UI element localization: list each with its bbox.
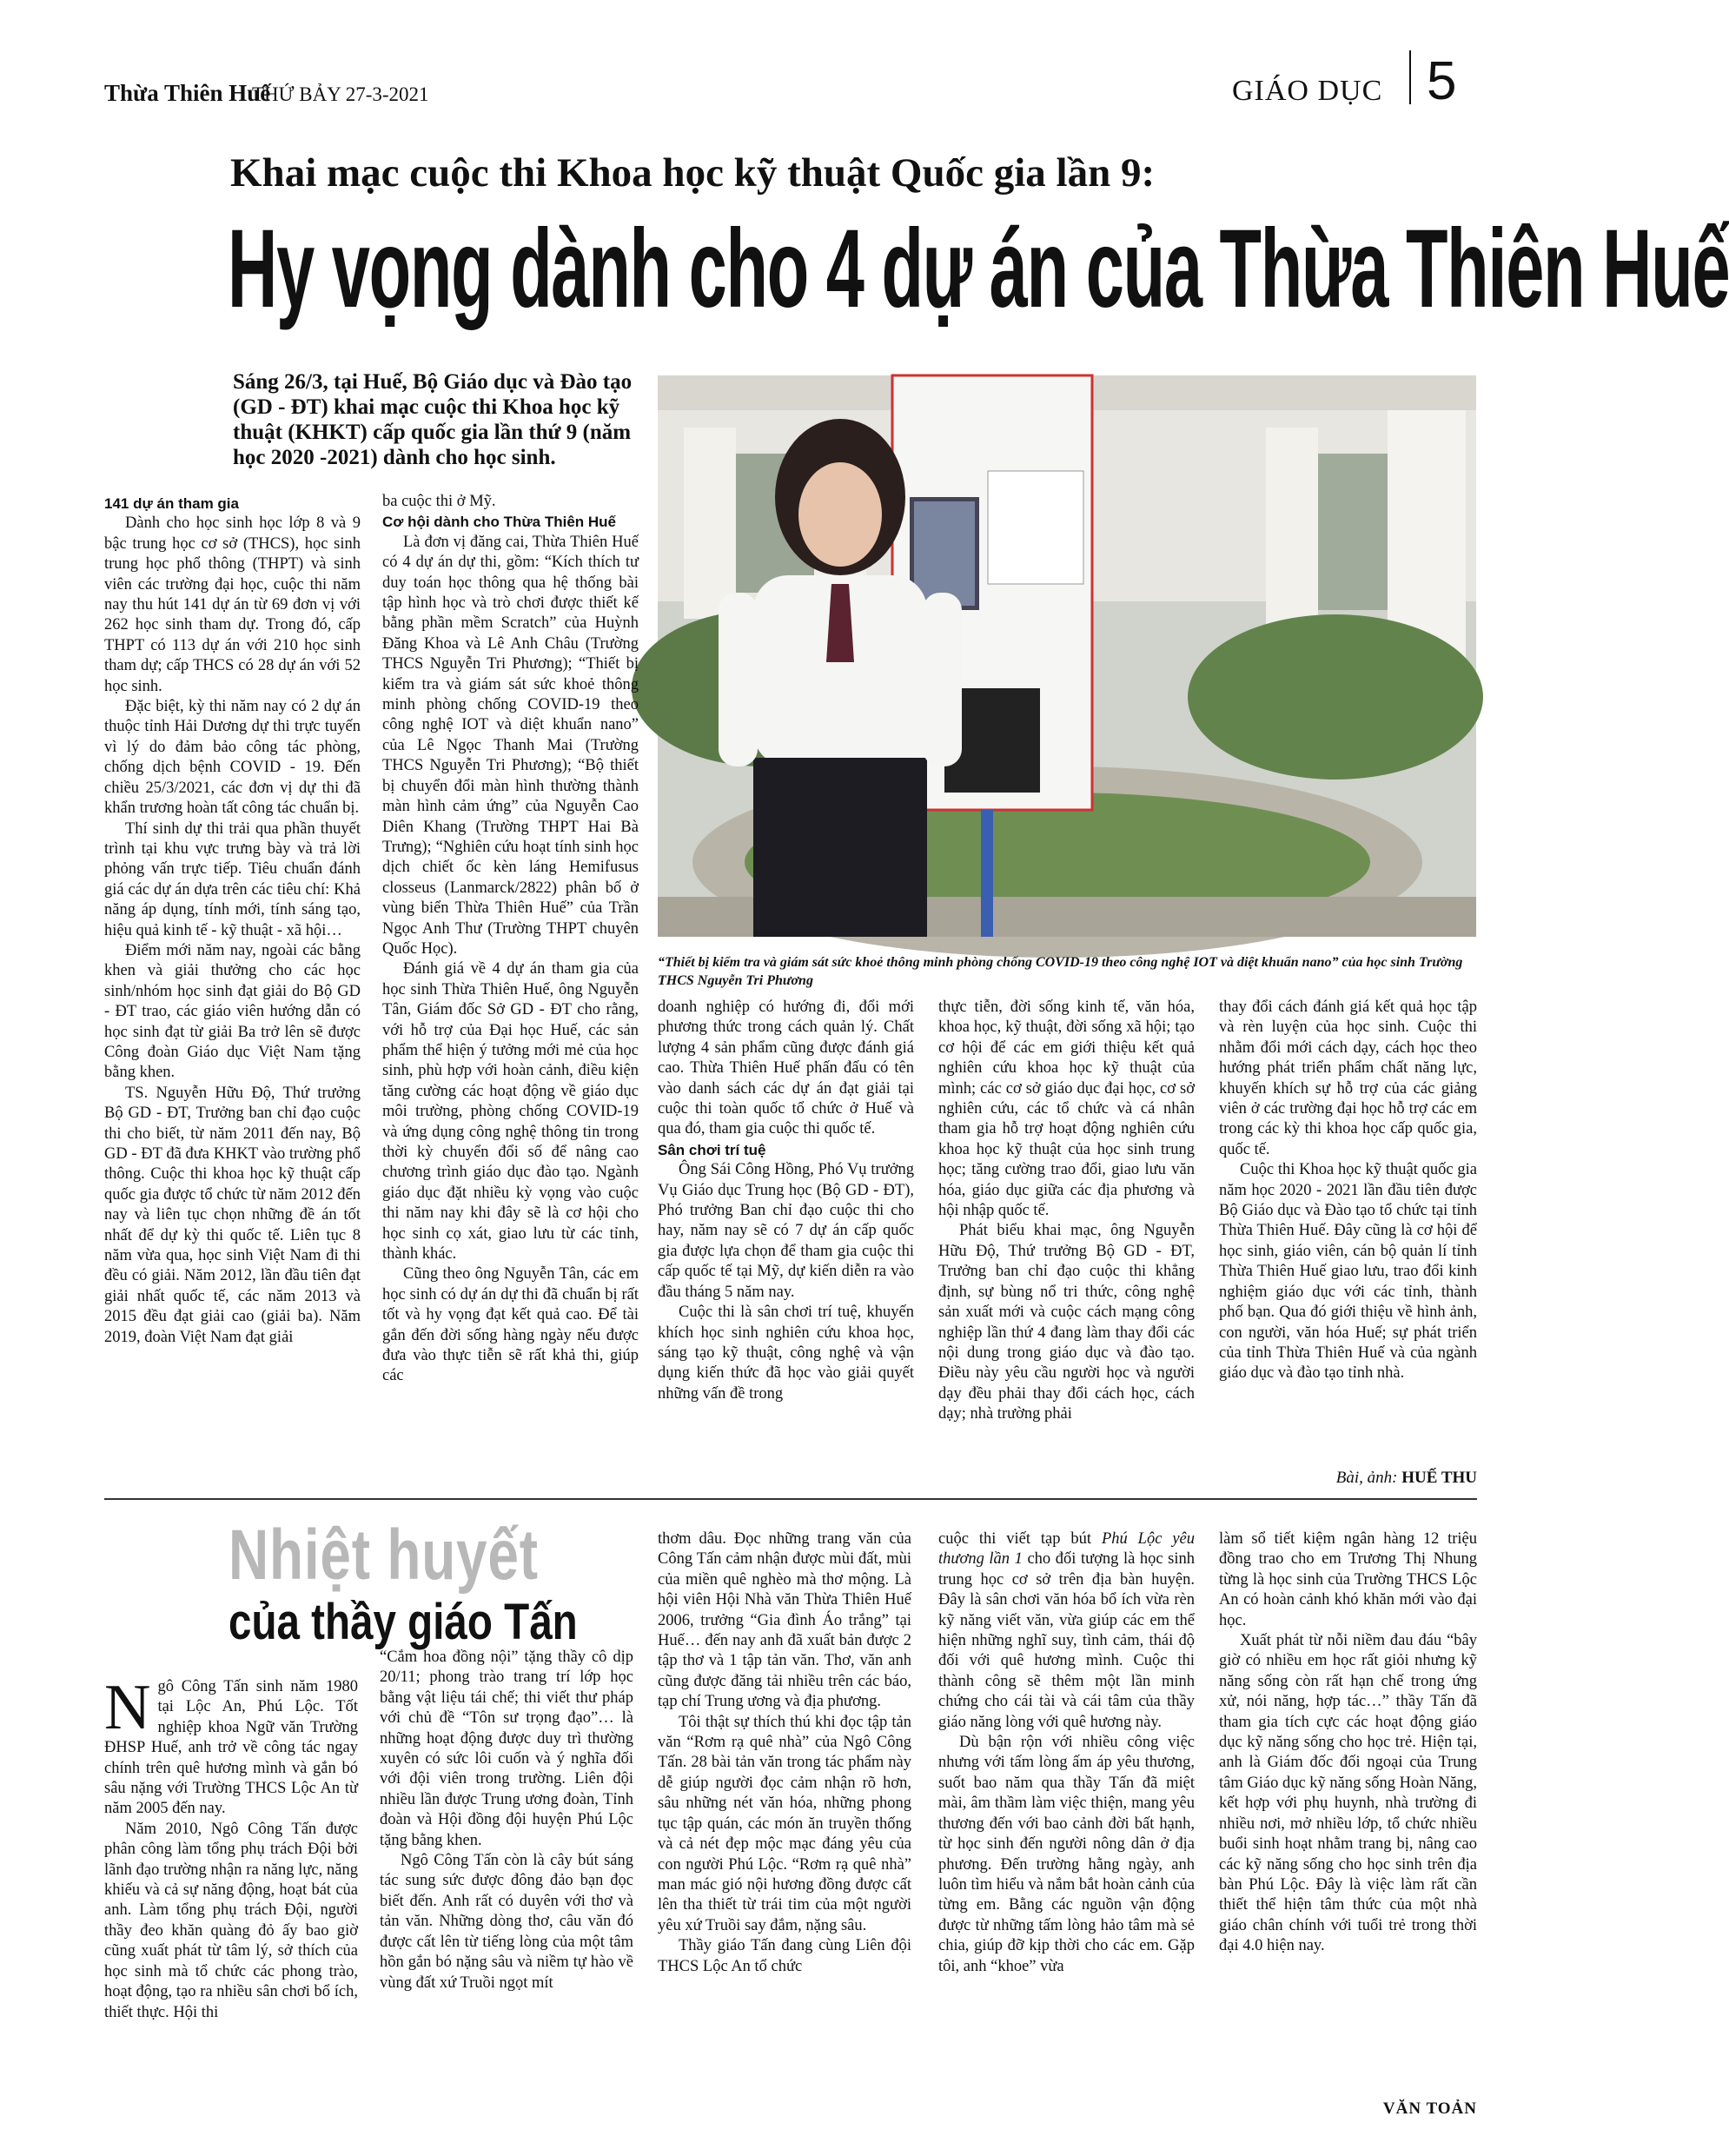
paragraph: Cuộc thi Khoa học kỹ thuật quốc gia năm học 2020 - 2021 lần đầu tiên được Bộ Giáo dục và Đào tạo tổ chức tại tỉnh Thừa Thiên Huế. Đây cũng là cơ hội để học sinh, giáo viên, cán bộ quản lí tỉnh Thừa Thiên Huế giao lưu, trao đổi kinh nghiệm giáo dục với các tỉnh, thành phố bạn. Qua đó giới thiệu về hình ảnh, con người, văn hóa Huế; sự phát triển của tỉnh Thừa Thiên Huế và của ngành giáo dục và đào tạo tỉnh nhà. [1219,1161,1477,1383]
dropcap: N [104,1672,151,1743]
article1-photo-caption: “Thiết bị kiểm tra và giám sát sức khoẻ thông minh phòng chống COVID-19 theo công nghệ IOT và diệt khuẩn nano” của học sinh Trường THCS Nguyễn Tri Phương [658,955,1463,988]
paragraph-continued: thực tiễn, đời sống kinh tế, văn hóa, khoa học, kỹ thuật, đời sống xã hội; tạo cơ hội để các em giới thiệu kết quả nghiên cứu khoa học kỹ thuật của mình; các cơ sở giáo dục đại học, cơ sở nghiên cứu, các tổ chức và cá nhân tham gia hỗ trợ hoạt động nghiên cứu khoa học kỹ thuật của học sinh trung học; tăng cường trao đổi, giao lưu văn hóa, giáo dục giữa các địa phương và hội nhập quốc tế. [938,998,1195,1220]
article2-column-2 [380,1648,633,1993]
article1-photo [658,375,1476,937]
paragraph: Thí sinh dự thi trải qua phần thuyết trình tại khu vực trưng bày và trả lời phỏng vấn trực tiếp. Tiêu chuẩn đánh giá các dự án dựa trên các tiêu chí: Khả năng áp dụng, tính mới, tính sáng tạo, hiệu quả kinh tế - kỹ thuật - xã hội… [104,819,361,939]
paragraph: Cũng theo ông Nguyễn Tân, các em học sinh có dự án dự thi đã chuẩn bị rất tốt và hy vọng đạt kết quả cao. Để tài gắn đến đời sống hàng ngày nếu được đưa vào thực tiễn sẽ rất khả thi, giúp các [382,1265,639,1385]
article1-headline: Hy vọng dành cho 4 dự án của Thừa Thiên Huế [228,207,1729,331]
masthead-date: THỨ BẢY 27-3-2021 [252,83,429,105]
article2-author: VĂN TOẢN [1382,2100,1477,2118]
article1-byline: Bài, ảnh: HUẾ THU [1335,1469,1477,1487]
paragraph-continued: thơm dâu. Đọc những trang văn của Công Tấn cảm nhận được mùi đất, mùi của miền quê nghèo mà thơ mộng. Là hội viên Hội Nhà văn Thừa Thiên Huế 2006, trưởng “Gia đình Áo trắng” tại Huế… đến nay anh đã xuất bản được 2 tập thơ và 1 tập tản văn. Thơ, văn anh cũng được đăng tải nhiều trên các báo, tạp chí Trung ương và địa phương. [658,1530,911,1711]
article1-column-5 [1219,998,1477,1384]
article1-column-1 [104,494,361,1348]
paragraph: TS. Nguyễn Hữu Độ, Thứ trưởng Bộ GD - ĐT, Trưởng ban chỉ đạo cuộc thi cho biết, từ năm 2011 đến nay, Bộ GD - ĐT đã đưa KHKT vào trường phổ thông. Cuộc thi khoa học kỹ thuật cấp quốc gia được tổ chức từ năm 2012 đến nay và liên tục chọn những đề án tốt nhất để dự kỳ thi quốc tế. Liên tục 8 năm vừa qua, học sinh Việt Nam đi thi đều có giải. Năm 2012, lần đầu tiên đạt giải nhất quốc tế, các năm 2013 và 2015 đều đạt giải cao (giải ba). Năm 2019, đoàn Việt Nam đạt giải [104,1084,361,1346]
paragraph: Là đơn vị đăng cai, Thừa Thiên Huế có 4 dự án dự thi, gồm: “Kích thích tư duy toán học thông qua hệ thống bài tập hình học và trò chơi được thiết kế bằng phần mềm Scratch” của Huỳnh Đăng Khoa và Lê Anh Châu (Trường THCS Nguyễn Tri Phương); “Thiết bị kiểm tra và giám sát sức khoẻ thông minh phòng chống COVID-19 theo công nghệ IOT và diệt khuẩn nano” của Lê Ngọc Thanh Mai (Trường THCS Nguyễn Tri Phương); “Bộ thiết bị chuyển đổi màn hình thường thành màn hình cảm ứng” của Nguyễn Cao Diên Khang (Trường THPT Hai Bà Trưng); “Nghiên cứu hoạt tính sinh học dịch chiết ốc kèn láng Hemifusus closseus (Lanmarck/2822) phân bố ở vùng biển Thừa Thiên Huế” của Trần Ngọc Anh Thư (Trường THPT chuyên Quốc Học). [382,533,639,958]
subheading: Sân chơi trí tuệ [658,1141,766,1158]
paragraph: Phát biểu khai mạc, ông Nguyễn Hữu Độ, Thứ trưởng Bộ GD - ĐT, Trưởng ban chỉ đạo cuộc thi khẳng định, sự bùng nổ tri thức, công nghệ sản xuất mới và cuộc cách mạng công nghiệp lần thứ 4 đang làm thay đổi các nội dung trong giáo dục và đào tạo. Điều này yêu cầu người học và người dạy đều phải thay đổi cách học, cách dạy; nhà trường phải [938,1222,1195,1423]
paragraph: Dù bận rộn với nhiều công việc nhưng với tấm lòng ấm áp yêu thương, suốt bao năm qua thầy Tấn đã miệt mài, âm thầm làm việc thiện, mang yêu thương đến với bao cảnh đời bất hạnh, từ học sinh đến người nông dân ở địa phương. Đến trường hằng ngày, anh luôn tìm hiểu và nắm bắt hoàn cảnh của từng em. Bằng các nguồn vận động được từ những tấm lòng hảo tâm mà sẻ chia, giúp đỡ kịp thời cho các em. Gặp tôi, anh “khoe” vừa [938,1734,1195,1975]
masthead-paper-name: Thừa Thiên Huế [104,80,271,106]
paragraph: Điểm mới năm nay, ngoài các bằng khen và giải thưởng cho các học sinh/nhóm học sinh đạt giải do Bộ GD - ĐT trao, các giáo viên hướng dẫn có học sinh đạt từ giải Ba trở lên sẽ được Công đoàn Giáo dục Việt Nam tặng bằng khen. [104,941,361,1082]
article1-kicker: Khai mạc cuộc thi Khoa học kỹ thuật Quốc gia lần 9: [230,150,1156,196]
paragraph: Năm 2010, Ngô Công Tấn được phân công làm tổng phụ trách Đội bởi lãnh đạo trường nhận ra năng lực, năng khiếu và cả sự năng động, hoạt bát của anh. Làm tổng phụ trách Đội, người thầy đeo khăn quàng đỏ ấy bao giờ cũng xuất phát từ tâm lý, sở thích của học sinh mà tổ chức các phong trào, hoạt động, tạo ra nhiều sân chơi bổ ích, thiết thực. Hội thi [104,1820,358,2021]
student-photo-illustration [658,375,1476,937]
paragraph: Dành cho học sinh học lớp 8 và 9 bậc trung học cơ sở (THCS), học sinh trung học phổ thông (THPT) và sinh viên các trường đại học, cuộc thi năm nay thu hút 141 dự án từ 69 đơn vị với 262 học sinh tham dự. Trong đó, cấp THPT có 113 dự án với 210 học sinh tham dự; cấp THCS có 28 dự án với 52 học sinh. [104,514,361,695]
page-number: 5 [1427,51,1457,111]
subheading: Cơ hội dành cho Thừa Thiên Huế [382,514,617,531]
article1-sapo: Sáng 26/3, tại Huế, Bộ Giáo dục và Đào tạo (GD - ĐT) khai mạc cuộc thi Khoa học kỹ thuật (KHKT) cấp quốc gia lần thứ 9 (năm học 2020 -2021) dành cho học sinh. [233,370,633,469]
article2-column-4: cuộc thi viết tạp bút Phú Lộc yêu thương lần 1 cho đối tượng là học sinh trung học cơ sở trên địa bàn huyện. Đây là sân chơi văn hóa bổ ích vừa rèn kỹ năng viết văn, vừa giúp các em thể hiện những nghĩ suy, tình cảm, thái độ đối với quê hương mình. Cuộc thi thành công sẽ thêm một lần minh chứng cho cái tài và cái tâm của thầy giáo năng lòng với quê hương này. Dù bận rộn với nhiều công việc nhưng với tấm lòng ấm áp yêu thương, suốt bao năm qua thầy Tấn đã miệt mài, âm thầm làm việc thiện, mang yêu thương đến với bao cảnh đời bất hạnh, từ học sinh đến người nông dân ở địa phương. Đến trường hằng ngày, anh luôn tìm hiểu và nắm bắt hoàn cảnh của từng em. Bằng các nguồn vận động được từ những tấm lòng hảo tâm mà sẻ chia, giúp đỡ kịp thời cho các em. Gặp tôi, anh “khoe” vừa [938,1529,1195,1977]
paragraph: Ngô Công Tấn còn là cây bút sáng tác sung sức được đông đảo bạn đọc biết đến. Anh rất có duyên với thơ và tản văn. Những dòng thơ, câu văn đó được cất lên từ tiếng lòng của một tâm hồn gắn bó nặng sâu và niềm tự hào về vùng đất xứ Truồi ngọt mít [380,1852,633,1992]
section-divider [1409,50,1411,104]
section-name: GIÁO DỤC [1232,75,1383,107]
paragraph-continued: làm sổ tiết kiệm ngân hàng 12 triệu đồng trao cho em Trương Thị Nhung từng là học sinh của Trường THCS Lộc An có hoàn cảnh khó khăn mới vào đại học. [1219,1530,1477,1629]
paragraph: Thầy giáo Tấn đang cùng Liên đội THCS Lộc An tổ chức [658,1937,911,1975]
paragraph-continued: “Cắm hoa đồng nội” tặng thầy cô dịp 20/11; phong trào trang trí lớp học bằng vật liệu tái chế; thi viết thư pháp với chủ đề “Tôn sư trọng đạo”… là những hoạt động được duy trì thường xuyên có sức lôi cuốn và ý nghĩa đối với đội viên trong trường. Liên đội nhiều lần được Trung ương đoàn, Tỉnh đoàn và Hội đồng đội huyện Phú Lộc tặng bằng khen. [380,1649,633,1849]
paragraph: Đánh giá về 4 dự án tham gia của học sinh Thừa Thiên Huế, ông Nguyễn Tân, Giám đốc Sở GD - ĐT cho rằng, với hỗ trợ của Đại học Huế, các sản phẩm thể hiện ý tưởng mới mẻ của học sinh, phù hợp với hoàn cảnh, điều kiện tăng cường các hoạt động về giáo dục môi trường, phòng chống COVID-19 và ứng dụng công nghệ thông tin trong thời kỳ chuyển đổi số để nâng cao chương trình giáo dục đào tạo. Ngành giáo dục đặt nhiều kỳ vọng vào cuộc thi năm nay khi đây sẽ là cơ hội cho học sinh cọ xát, giao lưu từ các tỉnh, thành khác. [382,960,639,1264]
subheading: 141 dự án tham gia [104,495,239,512]
paragraph: Cuộc thi là sân chơi trí tuệ, khuyến khích học sinh nghiên cứu khoa học, sáng tạo kỹ thuật, công nghệ và vận dụng kiến thức đã học vào giải quyết những vấn đề trong [658,1304,914,1403]
article2-headline-line2: của thầy giáo Tấn [229,1594,578,1650]
article1-column-3 [658,998,914,1404]
article1-column-4 [938,998,1195,1425]
paragraph: Tôi thật sự thích thú khi đọc tập tản văn “Rơm rạ quê nhà” của Ngô Công Tấn. 28 bài tản văn trong tác phẩm này dễ giúp người đọc cảm nhận rõ hơn, sâu những nét văn hóa, những phong tục tập quán, các món ăn truyền thống và cả nét đẹp mộc mạc đáng yêu của con người Phú Lộc. “Rơm rạ quê nhà” man mác gió nội hương đồng được cất lên tha thiết từ trái tim của một người yêu xứ Truồi say đắm, nặng sâu. [658,1713,911,1934]
article-divider [104,1498,1477,1500]
paragraph-continued: ba cuộc thi ở Mỹ. [382,493,496,510]
paragraph: Xuất phát từ nỗi niềm đau đáu “bây giờ có nhiều em học rất giỏi nhưng kỹ năng sống còn rất hạn chế trong ứng xử, nói năng, hợp tác…” thầy Tấn đã tham gia tích cực các hoạt động giáo dục kỹ năng sống cho học trẻ. Hiện tại, anh là Giám đốc đối ngoại của Trung tâm Giáo dục kỹ năng sống Hoàn Năng, kết hợp với phụ huynh, nhà trường đi nhiều nơi, mở nhiều lớp, tổ chức nhiều buổi sinh hoạt nhằm trang bị, nâng cao các kỹ năng sống cho học sinh trên địa bàn Phú Lộc. Đây là việc làm rất cần thiết thể hiện tâm thức của một nhà giáo chân chính với tuổi trẻ trong thời đại 4.0 hiện nay. [1219,1632,1477,1955]
paragraph-continued: doanh nghiệp có hướng đi, đổi mới phương thức trong cách quản lý. Chất lượng 4 sản phẩm cũng được đánh giá cao. Thừa Thiên Huế phấn đấu có tên vào danh sách các dự án đạt giải tại cuộc thi toàn quốc tổ chức ở Huế và qua đó, tham gia cuộc thi quốc tế. [658,998,914,1138]
article2-column-3 [658,1529,911,1977]
paragraph: Ông Sái Công Hồng, Phó Vụ trưởng Vụ Giáo dục Trung học (Bộ GD - ĐT), Phó trưởng Ban chỉ đạo cuộc thi cho hay, năm nay sẽ có 7 dự án cấp quốc gia được lựa chọn để tham gia cuộc thi cấp quốc tế tại Mỹ, dự kiến diễn ra vào đầu tháng 5 năm nay. [658,1161,914,1301]
article2-column-1: Ngô Công Tấn sinh năm 1980 tại Lộc An, Phú Lộc. Tốt nghiệp khoa Ngữ văn Trường ĐHSP Huế, anh trở về công tác ngay chính trên quê hương mình và gắn bó sâu nặng với Trường THCS Lộc An từ năm 2005 đến nay. Năm 2010, Ngô Công Tấn được phân công làm tổng phụ trách Đội bởi lãnh đạo trường nhận ra năng lực, năng khiếu và cả sự năng động, hoạt bát của anh. Làm tổng phụ trách Đội, người thầy đeo khăn quàng đỏ ấy bao giờ cũng xuất phát từ tâm lý, sở thích của học sinh mà tổ chức các phong trào, hoạt động, tạo ra nhiều sân chơi bổ ích, thiết thực. Hội thi [104,1677,358,2023]
paragraph: Đặc biệt, kỳ thi năm nay có 2 dự án thuộc tỉnh Hải Dương dự thi trực tuyến vì lý do đảm bảo công tác phòng, chống dịch bệnh COVID - 19. Đến chiều 25/3/2021, các đơn vị dự thi đã khẩn trương hoàn tất công tác chuẩn bị. [104,698,361,818]
article2-column-5 [1219,1529,1477,1957]
paragraph-continued: thay đổi cách đánh giá kết quả học tập và rèn luyện của học sinh. Cuộc thi nhằm đổi mới cách dạy, cách học theo hướng phát triển phẩm chất năng lực, khuyến khích sự hỗ trợ của các giảng viên ở các trường đại học hỗ trợ các em trong các kỳ thi khoa học cấp quốc gia, quốc tế. [1219,998,1477,1158]
article2-headline-line1: Nhiệt huyết [229,1516,539,1595]
article1-column-2 [382,492,639,1387]
